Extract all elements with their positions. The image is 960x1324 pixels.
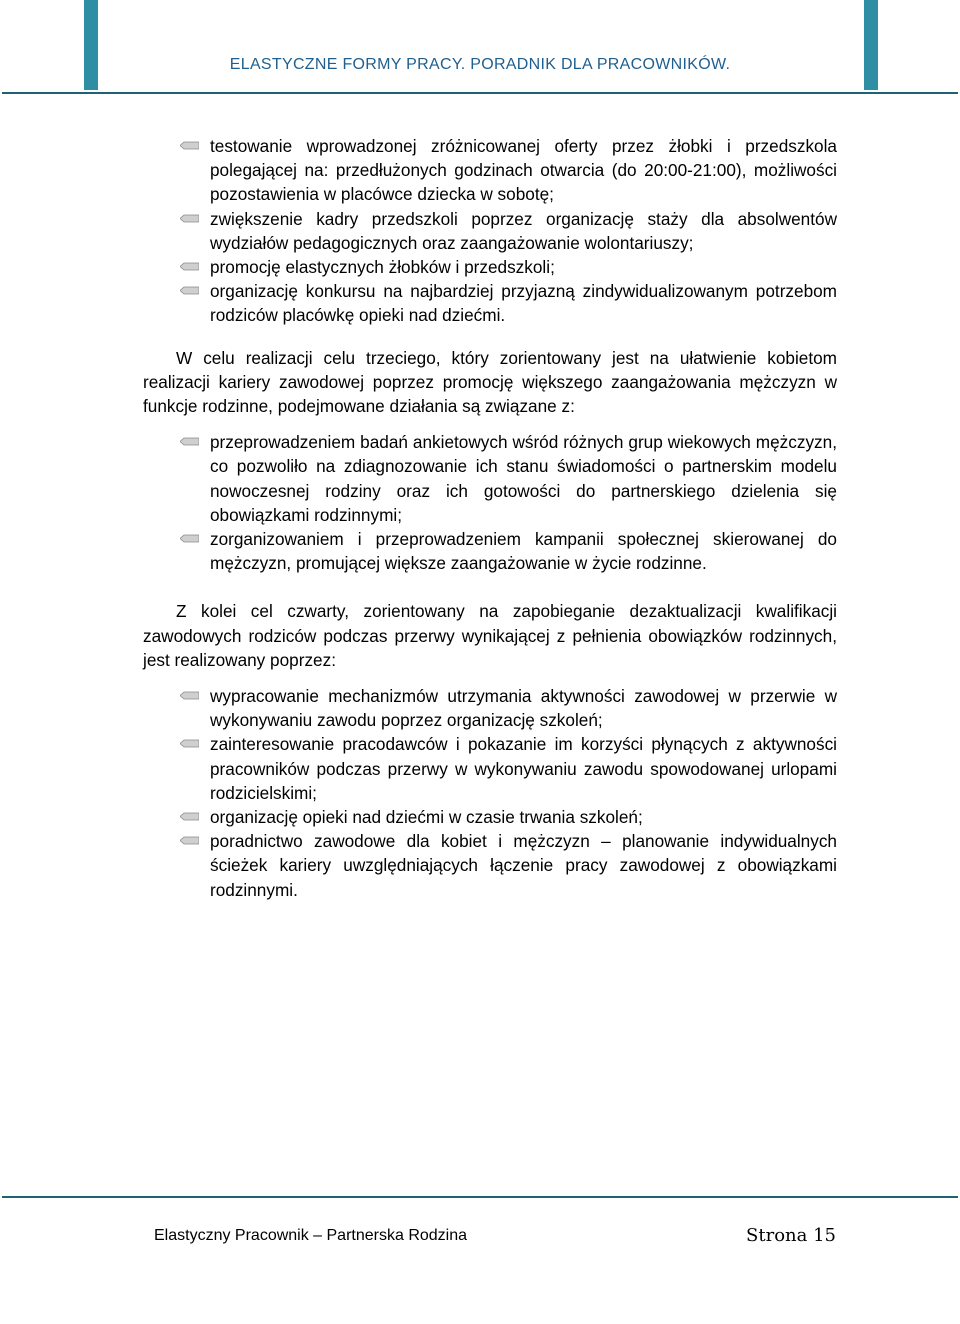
- list-item: [143, 805, 837, 829]
- pencil-bullet-icon: [180, 812, 199, 821]
- list-item: [143, 829, 837, 902]
- bullet-list-2: [143, 430, 837, 575]
- pencil-bullet-icon: [180, 836, 199, 845]
- list-item-text: promocję elastycznych żłobków i przedszkoli;: [210, 257, 555, 278]
- header-accent-bar-left: [84, 0, 98, 90]
- list-item-text: poradnictwo zawodowe dla kobiet i mężczyzn – planowanie indywidualnych ścieżek kariery uwzględniających łączenie pracy zawodowej z obowiązkami rodzinnymi.: [210, 831, 837, 900]
- footer-title: Elastyczny Pracownik – Partnerska Rodzina: [154, 1227, 468, 1244]
- header-divider: [2, 92, 958, 94]
- list-item-text: zorganizowaniem i przeprowadzeniem kampanii społecznej skierowanej do mężczyzn, promującej większe zaangażowanie w życie rodzinne.: [210, 529, 837, 574]
- list-item: [143, 134, 837, 207]
- running-header: ELASTYCZNE FORMY PRACY. PORADNIK DLA PRACOWNIKÓW.: [229, 56, 731, 73]
- list-item: [143, 255, 837, 279]
- list-item: [143, 527, 837, 575]
- pencil-bullet-icon: [180, 141, 199, 150]
- list-item: [143, 279, 837, 327]
- list-item-text: organizację konkursu na najbardziej przyjazną zindywidualizowanym potrzebom rodziców placówkę opieki nad dziećmi.: [210, 281, 837, 326]
- pencil-bullet-icon: [180, 534, 199, 543]
- pencil-bullet-icon: [180, 214, 199, 223]
- list-item-text: przeprowadzeniem badań ankietowych wśród różnych grup wiekowych mężczyzn, co pozwoliło na zdiagnozowanie ich stanu świadomości o partnerskim modelu nowoczesnej rodziny oraz ich gotowości do partnerskiego dzielenia się obowiązkami rodzinnymi;: [210, 432, 837, 525]
- pencil-bullet-icon: [180, 286, 199, 295]
- list-item-text: organizację opieki nad dziećmi w czasie trwania szkoleń;: [210, 807, 643, 828]
- footer-divider: [2, 1196, 958, 1198]
- paragraph: W celu realizacji celu trzeciego, który zorientowany jest na ułatwienie kobietom realizacji kariery zawodowej poprzez promocję większego zaangażowania mężczyzn w funkcje rodzinne, podejmowane działania są związane z:: [143, 347, 837, 417]
- list-item: [143, 732, 837, 805]
- page-number: Strona 15: [746, 1225, 836, 1246]
- list-item: [143, 684, 837, 732]
- pencil-bullet-icon: [180, 691, 199, 700]
- list-item-text: zainteresowanie pracodawców i pokazanie im korzyści płynących z aktywności pracowników podczas przerwy w wykonywaniu zawodu spowodowanej urlopami rodzicielskimi;: [210, 734, 837, 803]
- bullet-list-3: [143, 684, 837, 902]
- list-item: [143, 207, 837, 255]
- pencil-bullet-icon: [180, 262, 199, 271]
- bullet-list-1: [143, 134, 837, 328]
- list-item-text: testowanie wprowadzonej zróżnicowanej oferty przez żłobki i przedszkola polegającej na: przedłużonych godzinach otwarcia (do 20:00-21:00), możliwości pozostawienia w placówce dziecka w sobotę;: [210, 136, 837, 205]
- page-body: [143, 134, 837, 902]
- header-accent-bar-right: [864, 0, 878, 90]
- list-item-text: wypracowanie mechanizmów utrzymania aktywności zawodowej w przerwie w wykonywaniu zawodu poprzez organizację szkoleń;: [210, 686, 837, 731]
- paragraph: Z kolei cel czwarty, zorientowany na zapobieganie dezaktualizacji kwalifikacji zawodowych rodziców podczas przerwy wynikającej z pełnienia obowiązków rodzinnych, jest realizowany poprzez:: [143, 601, 837, 670]
- pencil-bullet-icon: [180, 437, 199, 446]
- list-item: [143, 430, 837, 527]
- pencil-bullet-icon: [180, 739, 199, 748]
- list-item-text: zwiększenie kadry przedszkoli poprzez organizację staży dla absolwentów wydziałów pedagogicznych oraz zaangażowanie wolontariuszy;: [210, 208, 837, 253]
